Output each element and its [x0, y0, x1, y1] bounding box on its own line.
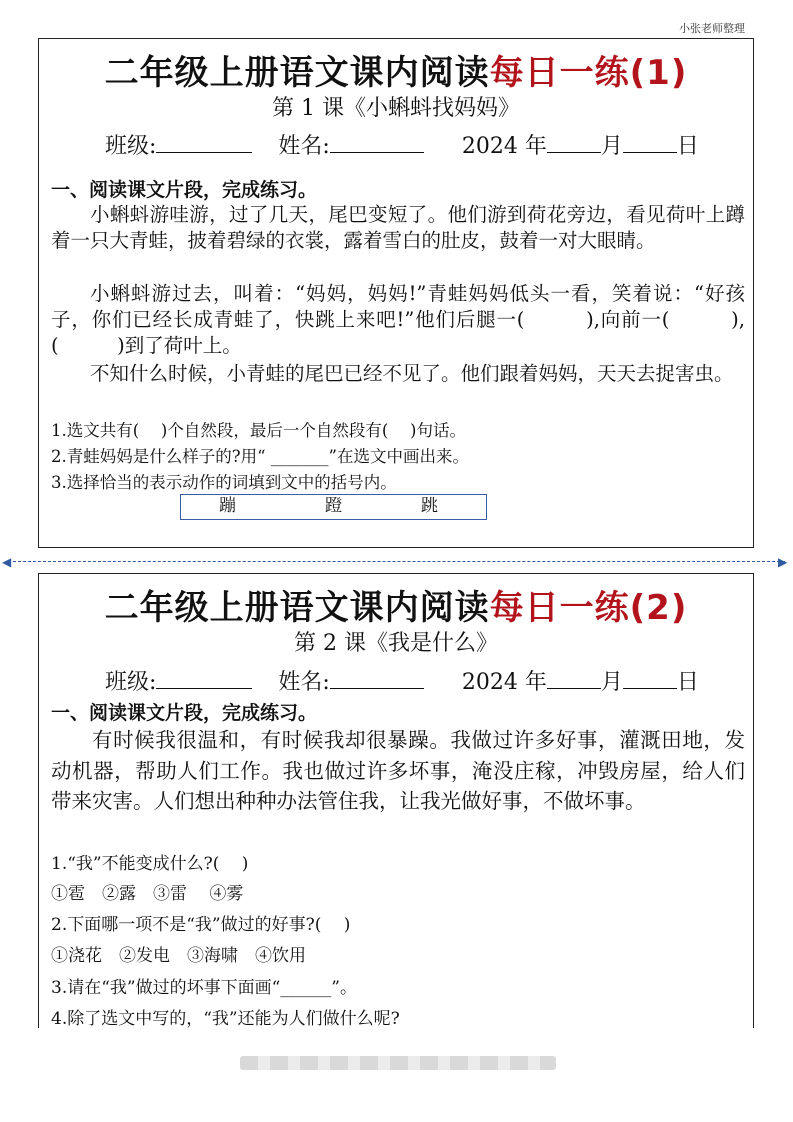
- question-2: 2.下面哪一项不是“我”做过的好事?( ): [51, 915, 351, 935]
- month-label: 月: [600, 670, 623, 695]
- word-choice-box: [180, 494, 487, 520]
- passage-paragraph-3: 不知什么时候，小青蛙的尾巴已经不见了。他们跟着妈妈，天天去捉害虫。: [90, 362, 734, 385]
- year-label: 2024 年: [461, 134, 547, 159]
- word-choice-1: 蹦: [219, 496, 236, 516]
- section-heading: 一、阅读课文片段，完成练习。: [51, 702, 318, 724]
- word-choice-3: 跳: [421, 496, 438, 516]
- class-blank[interactable]: [156, 134, 252, 153]
- question-1: 1.“我”不能变成什么?( ): [51, 854, 249, 874]
- title-red: 每日一练(1): [489, 53, 688, 93]
- name-label: 姓名:: [278, 670, 330, 695]
- day-label: 日: [676, 670, 699, 695]
- day-blank[interactable]: [623, 134, 677, 153]
- passage-paragraph-1: 有时候我很温和，有时候我却很暴躁。我做过许多好事，灌溉田地，发动机器，帮助人们工作。我也做过许多坏事，淹没庄稼，冲毁房屋，给人们带来灾害。人们想出种种办法管住我，让我光做好事，不做坏事。: [51, 728, 745, 813]
- lesson-title: 第 1 课《小蝌蚪找妈妈》: [272, 96, 520, 121]
- month-blank[interactable]: [547, 670, 601, 689]
- year-label: 2024 年: [461, 670, 547, 695]
- passage-paragraph-1: 小蝌蚪游哇游，过了几天，尾巴变短了。他们游到荷花旁边，看见荷叶上蹲着一只大青蛙，披着碧绿的衣裳，露着雪白的肚皮，鼓着一对大眼睛。: [51, 203, 745, 252]
- question-3: 3.请在“我”做过的坏事下面画“______”。: [51, 978, 357, 998]
- class-blank[interactable]: [156, 670, 252, 689]
- arrow-right-icon: ▶: [778, 555, 788, 569]
- question-2-options: ①浇花 ②发电 ③海啸 ④饮用: [51, 946, 306, 966]
- name-blank[interactable]: [330, 134, 424, 153]
- title-main: 二年级上册语文课内阅读: [104, 53, 490, 93]
- worksheet-title: [39, 580, 753, 629]
- day-label: 日: [676, 134, 699, 159]
- passage-paragraph-2: 小蝌蚪游过去，叫着：“妈妈，妈妈!”青蛙妈妈低头一看，笑着说：“好孩子，你们已经长成青蛙了，快跳上来吧!”他们后腿一( ),向前一( ),( )到了荷叶上。: [51, 282, 745, 357]
- lesson-title: 第 2 课《我是什么》: [294, 631, 498, 656]
- worksheet-1: [38, 38, 754, 548]
- question-3: 3.选择恰当的表示动作的词填到文中的括号内。: [51, 473, 397, 492]
- cut-line-divider: [8, 561, 785, 562]
- question-1: 1.选文共有( )个自然段，最后一个自然段有( )句话。: [51, 421, 466, 440]
- class-label: 班级:: [105, 134, 157, 159]
- name-blank[interactable]: [330, 670, 424, 689]
- month-blank[interactable]: [547, 134, 601, 153]
- name-label: 姓名:: [278, 134, 330, 159]
- title-main: 二年级上册语文课内阅读: [104, 588, 490, 628]
- section-heading: 一、阅读课文片段，完成练习。: [51, 179, 318, 201]
- question-1-options: ①雹 ②露 ③雷 ④雾: [51, 884, 244, 904]
- student-info-row: [105, 129, 699, 160]
- worksheet-2: [38, 573, 754, 1028]
- arrow-left-icon: ◀: [2, 555, 12, 569]
- class-label: 班级:: [105, 670, 157, 695]
- blurred-footer: [240, 1056, 556, 1070]
- month-label: 月: [600, 134, 623, 159]
- worksheet-title: [39, 45, 753, 94]
- word-choice-2: 蹬: [325, 496, 342, 516]
- question-4: 4.除了选文中写的，“我”还能为人们做什么呢?: [51, 1009, 400, 1029]
- author-watermark: 小张老师整理: [679, 22, 745, 35]
- day-blank[interactable]: [623, 670, 677, 689]
- question-2: 2.青蛙妈妈是什么样子的?用“ _______”在选文中画出来。: [51, 447, 469, 466]
- student-info-row: [105, 665, 699, 696]
- title-red: 每日一练(2): [489, 588, 688, 628]
